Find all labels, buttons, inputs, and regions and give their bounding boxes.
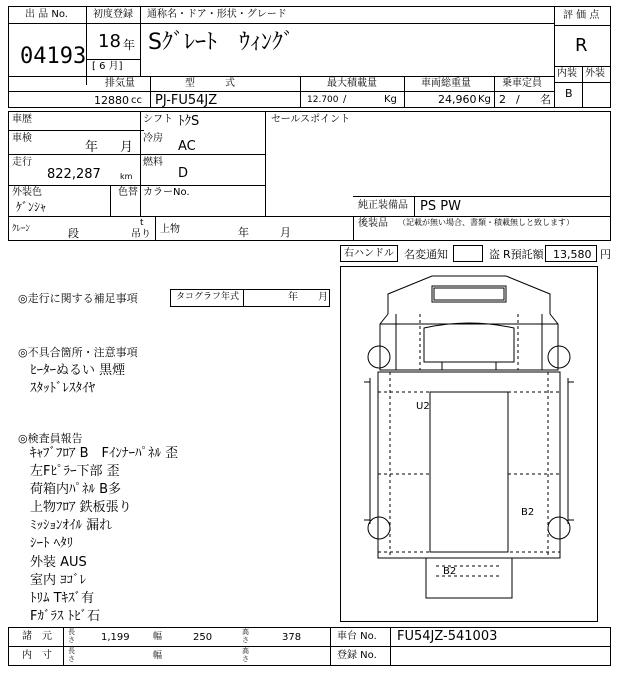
history-label: 車歴 (12, 114, 32, 125)
year-unit: 年 (123, 38, 136, 52)
inner-height-label: 高さ (242, 647, 249, 663)
capacity-sep: / (516, 93, 520, 106)
inspector-line: Fｶﾞﾗｽ ﾄﾋﾞ石 (30, 609, 101, 624)
defect-line: ﾋｰﾀｰぬるい 黒煙 (30, 363, 126, 378)
exterior-label: 外装 (585, 68, 605, 79)
inspection-year-unit: 年 (85, 140, 99, 155)
max-load-value: 12.700 (307, 95, 339, 105)
inner-width-label: 幅 (153, 651, 163, 661)
aircon-label: 冷房 (143, 133, 163, 144)
reg-label: 登録 No. (337, 650, 377, 661)
defects-title: ◎不具合箇所・注意事項 (18, 346, 138, 359)
aftermarket-note: （記載が無い場合、書類・積載無しと致します） (398, 218, 574, 227)
inspector-line: 室内 ﾖｺﾞﾚ (30, 573, 87, 588)
crane-stage: 段 (68, 227, 79, 240)
inspector-line: 上物ﾌﾛｱ 鉄板張り (30, 500, 132, 515)
gross-weight-unit: Kg (478, 94, 491, 105)
aircon-value: AC (178, 139, 196, 154)
eval-score: R (575, 35, 588, 56)
crane-label: ｸﾚｰﾝ (12, 224, 31, 234)
sales-point-label: セールスポイント (271, 114, 351, 125)
name-change-box (453, 245, 483, 262)
ext-color-value: ｹﾞﾝｼｬ (16, 200, 47, 214)
rear-wheels (368, 517, 570, 539)
upper-month-unit: 月 (280, 226, 291, 239)
capacity-value: 2 (499, 93, 506, 106)
shift-value: ﾄｸS (178, 114, 200, 129)
gross-weight-label: 車両総重量 (421, 78, 471, 89)
steering-value: 右ハンドル (344, 248, 394, 259)
width-label: 幅 (153, 632, 163, 642)
capacity-unit: 名 (540, 93, 551, 106)
crane-ton-mark: t (140, 218, 144, 228)
shift-label: シフト (143, 114, 173, 125)
max-load-label: 最大積載量 (327, 78, 377, 89)
inner-dims-label: 内 寸 (22, 650, 52, 661)
dims-label: 諸 元 (22, 631, 52, 642)
model-title: Sｸﾞﾚｰﾄ ｳｨﾝｸﾞ (148, 30, 294, 55)
color-code-label: カラーNo. (143, 187, 190, 198)
cab-outline (380, 276, 558, 370)
first-reg-year: 18 (98, 31, 121, 52)
length-label: 長さ (68, 628, 75, 644)
inspector-line: ｼｰﾄ ﾍﾀﾘ (30, 536, 74, 551)
driving-notes-title: ◎走行に関する補足事項 (18, 292, 138, 305)
title-label: 通称名・ドア・形状・グレード (147, 9, 287, 20)
inspector-title: ◎検査員報告 (18, 432, 83, 445)
crane-lift: 吊り (131, 229, 151, 240)
damage-mark: B2 (521, 507, 535, 518)
height-label: 高さ (242, 628, 249, 644)
displacement-label: 排気量 (105, 78, 135, 89)
height-value: 378 (282, 632, 302, 643)
width-value: 250 (193, 632, 213, 643)
capacity-label: 乗車定員 (502, 78, 542, 89)
model-type-value: PJ-FU54JZ (155, 93, 218, 108)
upper-label: 上物 (160, 224, 180, 235)
recycle-value: 13,580 (553, 248, 592, 261)
recycle-label: R預託額 (503, 248, 544, 261)
aftermarket-label: 後装品 (358, 218, 388, 229)
genuine-value: PS PW (420, 199, 461, 214)
inner-length-label: 長さ (68, 647, 75, 663)
inspector-line: ﾄﾘﾑ Tｷｽﾞ有 (30, 591, 95, 606)
max-load-unit: Kg (384, 94, 397, 105)
damage-mark: U2 (416, 401, 430, 412)
mileage-unit: km (120, 172, 133, 181)
genuine-label: 純正装備品 (358, 200, 408, 211)
displacement-unit: cc (131, 95, 142, 106)
displacement-value: 12880 (94, 94, 129, 107)
upper-year-unit: 年 (238, 226, 249, 239)
mileage-value: 822,287 (47, 167, 101, 182)
tacho-month-unit: 月 (318, 292, 328, 303)
recycle-unit: 円 (600, 248, 611, 261)
mileage-label: 走行 (12, 157, 32, 168)
recycle-prefix: 盗 (489, 248, 500, 261)
inspector-line: ｷｬﾌﾞﾌﾛｱ B Fｲﾝﾅｰﾊﾟﾈﾙ 歪 (30, 446, 179, 461)
lot-no-label: 出 品 No. (25, 9, 68, 20)
inspector-line: ﾐｯｼｮﾝｵｲﾙ 漏れ (30, 518, 113, 533)
inspector-line: 荷箱内ﾊﾟﾈﾙ B多 (30, 482, 122, 497)
fuel-label: 燃料 (143, 157, 163, 168)
interior-label: 内装 (557, 68, 577, 79)
lot-no: 04193 (20, 44, 87, 69)
name-change-label: 名変通知 (404, 248, 448, 261)
inspector-line: 外装 AUS (30, 555, 87, 570)
mirrors (368, 346, 570, 368)
inspection-label: 車検 (12, 133, 32, 144)
color-no-label: 色替 (118, 187, 138, 198)
eval-label: 評 価 点 (563, 10, 600, 21)
cargo-box (364, 372, 574, 598)
ext-color-label: 外装色 (12, 187, 42, 198)
header-frame (8, 6, 611, 108)
length-value: 1,199 (101, 632, 130, 643)
chassis-value: FU54JZ-541003 (397, 629, 498, 644)
max-load-sep: / (343, 94, 347, 105)
inspection-month-unit: 月 (120, 140, 134, 155)
model-type-label: 型 式 (185, 78, 235, 89)
interior-score: B (565, 87, 573, 100)
fuel-value: D (178, 166, 189, 181)
chassis-label: 車台 No. (337, 631, 377, 642)
first-reg-month: [ 6 月] (92, 61, 123, 72)
first-reg-label: 初度登録 (93, 9, 133, 20)
truck-diagram (340, 266, 598, 622)
defect-line: ｽﾀｯﾄﾞﾚｽﾀｲﾔ (30, 381, 95, 396)
damage-mark: B2 (443, 566, 457, 577)
inspector-line: 左Fﾋﾟﾗｰ下部 歪 (30, 464, 120, 479)
gross-weight-value: 24,960 (438, 93, 477, 106)
tachograph-label: タコグラフ年式 (176, 292, 240, 302)
tacho-year-unit: 年 (288, 292, 298, 303)
